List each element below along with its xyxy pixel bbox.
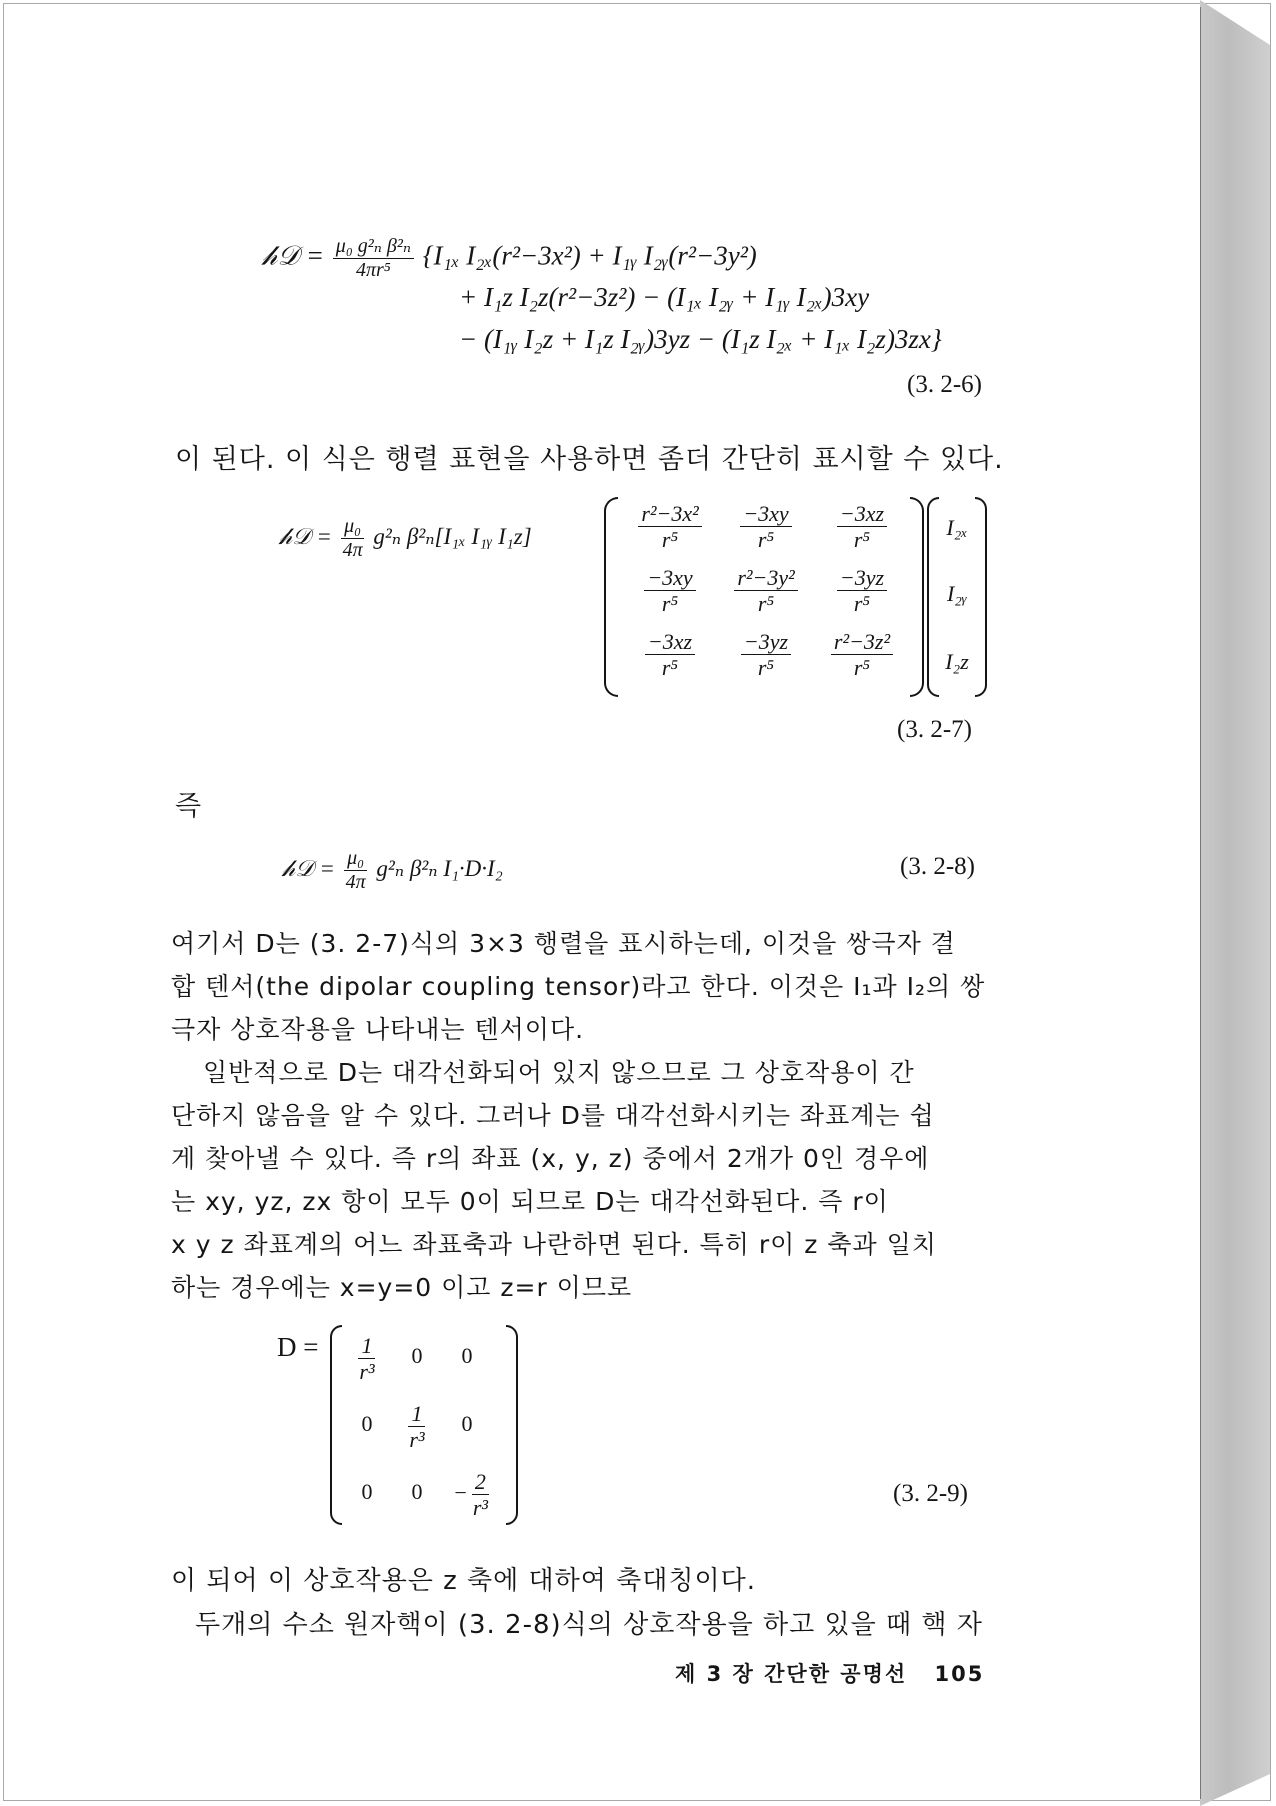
matrix-entry: [622, 501, 718, 553]
diagonal-matrix: [330, 1325, 520, 1525]
matrix-entry: −3yz: [741, 629, 791, 655]
matrix-entry: r⁵: [757, 527, 775, 553]
book-spine: [1200, 0, 1270, 1806]
matrix-entry: [644, 565, 695, 617]
equation-number: (3. 2-9): [893, 1480, 968, 1507]
equation-number: (3. 2-6): [907, 371, 982, 398]
eq-3-2-6-line-2: + I₁z I₂z(r²−3z²) − (I₁ₓ I₂ᵧ + I₁ᵧ I₂ₓ)3xy: [459, 282, 870, 312]
equation-number: (3. 2-8): [900, 853, 975, 880]
matrix-entry: r²−3z²: [831, 629, 893, 655]
matrix-entry: [470, 1469, 491, 1521]
eq-3-2-6-term-1: {I₁ₓ I₂ₓ(r²−3x²) + I₁ᵧ I₂ᵧ(r²−3y²): [422, 240, 757, 271]
eq-3-2-8: 𝒽𝒟 = $\frac{\text{μ₀}}{4\pi}$ g²ₙ β²ₙ I₁·D·I₂: [282, 847, 503, 893]
matrix-entry: 0: [361, 1411, 373, 1436]
page-number: 105: [934, 1662, 985, 1686]
matrix-entry: r²−3x²: [638, 501, 701, 527]
matrix-entry: r⁵: [661, 655, 679, 681]
paragraph-3-line: 게 찾아낼 수 있다. 즉 r의 좌표 (x, y, z) 중에서 2개가 0인 경우에: [171, 1144, 930, 1173]
paragraph-3-line: x y z 좌표계의 어느 좌표축과 나란하면 된다. 특히 r이 z 축과 일치: [171, 1230, 937, 1259]
paragraph-1: 이 된다. 이 식은 행렬 표현을 사용하면 좀더 간단히 표시할 수 있다.: [175, 444, 1004, 475]
matrix-entry: r³: [472, 1495, 489, 1521]
fraction-part: 4π: [345, 871, 366, 893]
matrix-entry: −3xz: [645, 629, 695, 655]
fraction-part: 4πr⁵: [355, 259, 391, 281]
matrix-entry: r⁵: [661, 591, 679, 617]
matrix-entry: 0: [411, 1343, 423, 1368]
matrix-entry: r²−3y²: [734, 565, 797, 591]
matrix-entry: [814, 565, 910, 617]
matrix-entry: −3xy: [644, 565, 695, 591]
paragraph-3-line: 하는 경우에는 x=y=0 이고 z=r 이므로: [171, 1273, 633, 1302]
matrix-entry: [406, 1401, 427, 1453]
matrix-entry: [645, 629, 695, 681]
word-jeuk: 즉: [175, 791, 203, 822]
matrix-entry: [718, 501, 814, 553]
matrix-entry: [741, 629, 791, 681]
dipolar-matrix: [604, 497, 924, 697]
paragraph-3-line: 일반적으로 D는 대각선화되어 있지 않으므로 그 상호작용이 간: [203, 1058, 915, 1087]
paragraph-2-line: 극자 상호작용을 나타내는 텐서이다.: [171, 1015, 585, 1044]
footer-chapter: 제 3 장 간단한 공명선: [675, 1662, 908, 1686]
eq-3-2-7-prefix: 𝒽𝒟 = $\frac{\text{μ₀}}{4\pi}$ g²ₙ β²ₙ[I₁ₓ I₁ᵧ I₁z]: [279, 515, 532, 561]
matrix-entry: 2: [472, 1469, 489, 1495]
matrix-entry: [638, 501, 701, 553]
matrix-entry: [356, 1333, 377, 1385]
paragraph-4: 이 되어 이 상호작용은 z 축에 대하여 축대칭이다.: [171, 1566, 756, 1596]
matrix-entry: 0: [461, 1343, 473, 1368]
matrix-entry: r⁵: [853, 655, 871, 681]
matrix-entry: [814, 501, 910, 553]
matrix-entry: [392, 1401, 442, 1453]
matrix-entry: 1: [358, 1333, 375, 1359]
paragraph-2-line: 여기서 D는 (3. 2-7)식의 3×3 행렬을 표시하는데, 이것을 쌍극자 결: [171, 929, 956, 958]
spin-vector: [927, 497, 989, 697]
matrix-entry: I₂ᵧ: [946, 581, 968, 606]
fraction-part: 4π: [342, 539, 363, 561]
matrix-entry: r⁵: [853, 527, 871, 553]
paragraph-3-line: 단하지 않음을 알 수 있다. 그러나 D를 대각선화시키는 좌표계는 쉽: [171, 1101, 935, 1130]
matrix-entry: r⁵: [757, 591, 775, 617]
paragraph-5: 두개의 수소 원자핵이 (3. 2-8)식의 상호작용을 하고 있을 때 핵 자: [195, 1610, 983, 1640]
matrix-entry: I₂ₓ: [946, 515, 968, 540]
matrix-entry: [734, 565, 797, 617]
matrix-entry: 1: [408, 1401, 425, 1427]
matrix-entry: [342, 1333, 392, 1385]
matrix-entry: [837, 501, 887, 553]
eq-3-2-6-coefficient: [333, 235, 414, 282]
matrix-entry: [831, 629, 893, 681]
matrix-entry: r⁵: [757, 655, 775, 681]
matrix-entry: −: [452, 1479, 468, 1505]
matrix-entry: [740, 501, 791, 553]
fraction-part: μ₀ g²ₙ β²ₙ: [333, 235, 414, 259]
matrix-entry: [622, 565, 718, 617]
fraction-part: μ₀: [344, 847, 367, 871]
running-footer: [675, 1658, 984, 1688]
matrix-entry: I₂z: [945, 649, 969, 674]
fraction-part: [343, 847, 369, 894]
matrix-entry: [814, 629, 910, 681]
equation-number: (3. 2-7): [897, 716, 972, 743]
matrix-entry: [622, 629, 718, 681]
matrix-entry: [837, 565, 887, 617]
matrix-entry: 0: [361, 1479, 373, 1504]
matrix-entry: [718, 565, 814, 617]
eq-3-2-6-lhs: 𝒽𝒟 =: [262, 240, 325, 271]
matrix-entry: 0: [411, 1479, 423, 1504]
matrix-entry: [718, 629, 814, 681]
matrix-entry: −3xz: [837, 501, 887, 527]
eq-3-2-9-lhs: D =: [277, 1332, 319, 1362]
matrix-entry: r⁵: [661, 527, 679, 553]
fraction-part: μ₀: [341, 515, 364, 539]
matrix-entry: [440, 1469, 506, 1521]
paragraph-3-line: 는 xy, yz, zx 항이 모두 0이 되므로 D는 대각선화된다. 즉 r이: [171, 1187, 889, 1216]
matrix-entry: −3yz: [837, 565, 887, 591]
paragraph-2-line: 합 텐서(the dipolar coupling tensor)라고 한다. 이것은 I₁과 I₂의 쌍: [171, 972, 986, 1001]
matrix-entry: r³: [359, 1359, 375, 1385]
eq-3-2-6-line-1: [262, 235, 757, 282]
matrix-entry: 0: [461, 1411, 473, 1436]
fraction-part: [340, 515, 366, 562]
book-page: [7, 7, 1201, 1799]
matrix-entry: −3xy: [740, 501, 791, 527]
eq-3-2-6-line-3: − (I₁ᵧ I₂z + I₁z I₂ᵧ)3yz − (I₁z I₂ₓ + I₁ₓ I₂z)3zx}: [459, 324, 942, 354]
matrix-entry: r⁵: [853, 591, 871, 617]
matrix-entry: r³: [409, 1427, 425, 1453]
